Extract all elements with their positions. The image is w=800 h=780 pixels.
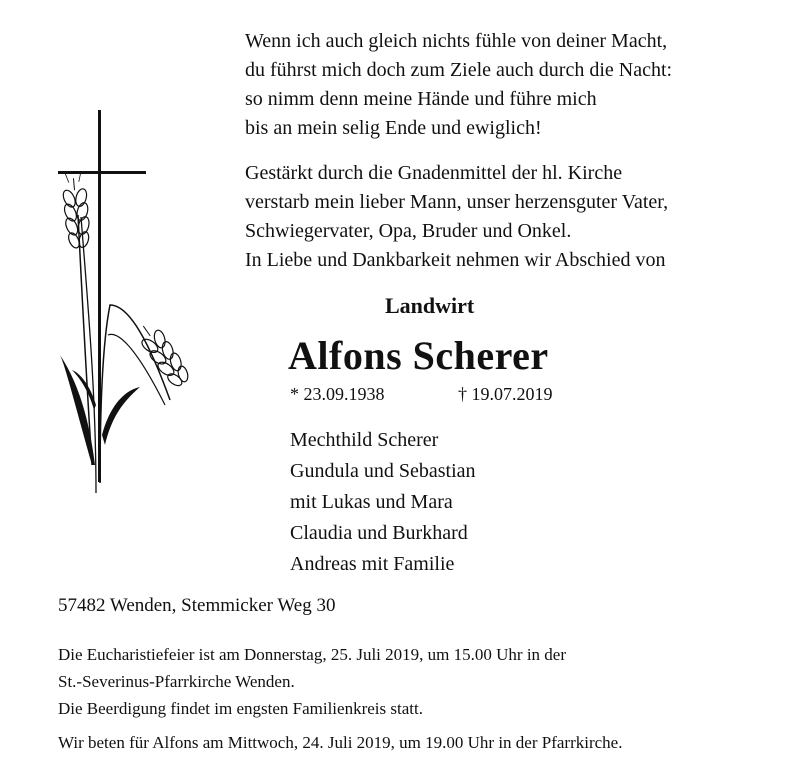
family-list	[290, 425, 476, 580]
notice-line: Die Beerdigung findet im engsten Familienkreis statt.	[58, 699, 423, 718]
address: 57482 Wenden, Stemmicker Weg 30	[58, 595, 336, 616]
intro-text	[245, 159, 668, 275]
family-member: mit Lukas und Mara	[290, 491, 453, 513]
profession: Landwirt	[385, 293, 475, 318]
family-member: Gundula und Sebastian	[290, 460, 476, 482]
cross-with-wheat-icon	[50, 105, 200, 505]
family-member: Andreas mit Familie	[290, 553, 455, 575]
poem-line: so nimm denn meine Hände und führe mich	[245, 88, 597, 110]
family-member: Claudia und Burkhard	[290, 522, 468, 544]
intro-line: In Liebe und Dankbarkeit nehmen wir Abschied von	[245, 249, 666, 271]
death-date: † 19.07.2019	[458, 384, 553, 404]
birth-date: * 23.09.1938	[290, 384, 385, 404]
poem-line: bis an mein selig Ende und ewiglich!	[245, 117, 542, 139]
poem-line: du führst mich doch zum Ziele auch durch die Nacht:	[245, 59, 673, 81]
intro-line: Gestärkt durch die Gnadenmittel der hl. Kirche	[245, 162, 623, 184]
family-member: Mechthild Scherer	[290, 429, 439, 451]
poem-line: Wenn ich auch gleich nichts fühle von deiner Macht,	[245, 30, 668, 52]
prayer-notice: Wir beten für Alfons am Mittwoch, 24. Juli 2019, um 19.00 Uhr in der Pfarrkirche.	[58, 733, 623, 752]
notice-line: Die Eucharistiefeier ist am Donnerstag, 25. Juli 2019, um 15.00 Uhr in der	[58, 645, 566, 664]
intro-line: verstarb mein lieber Mann, unser herzensguter Vater,	[245, 191, 669, 213]
intro-line: Schwiegervater, Opa, Bruder und Onkel.	[245, 220, 572, 242]
poem	[245, 27, 672, 143]
service-notices	[58, 641, 566, 722]
deceased-name: Alfons Scherer	[288, 333, 549, 378]
notice-line: St.-Severinus-Pfarrkirche Wenden.	[58, 672, 295, 691]
